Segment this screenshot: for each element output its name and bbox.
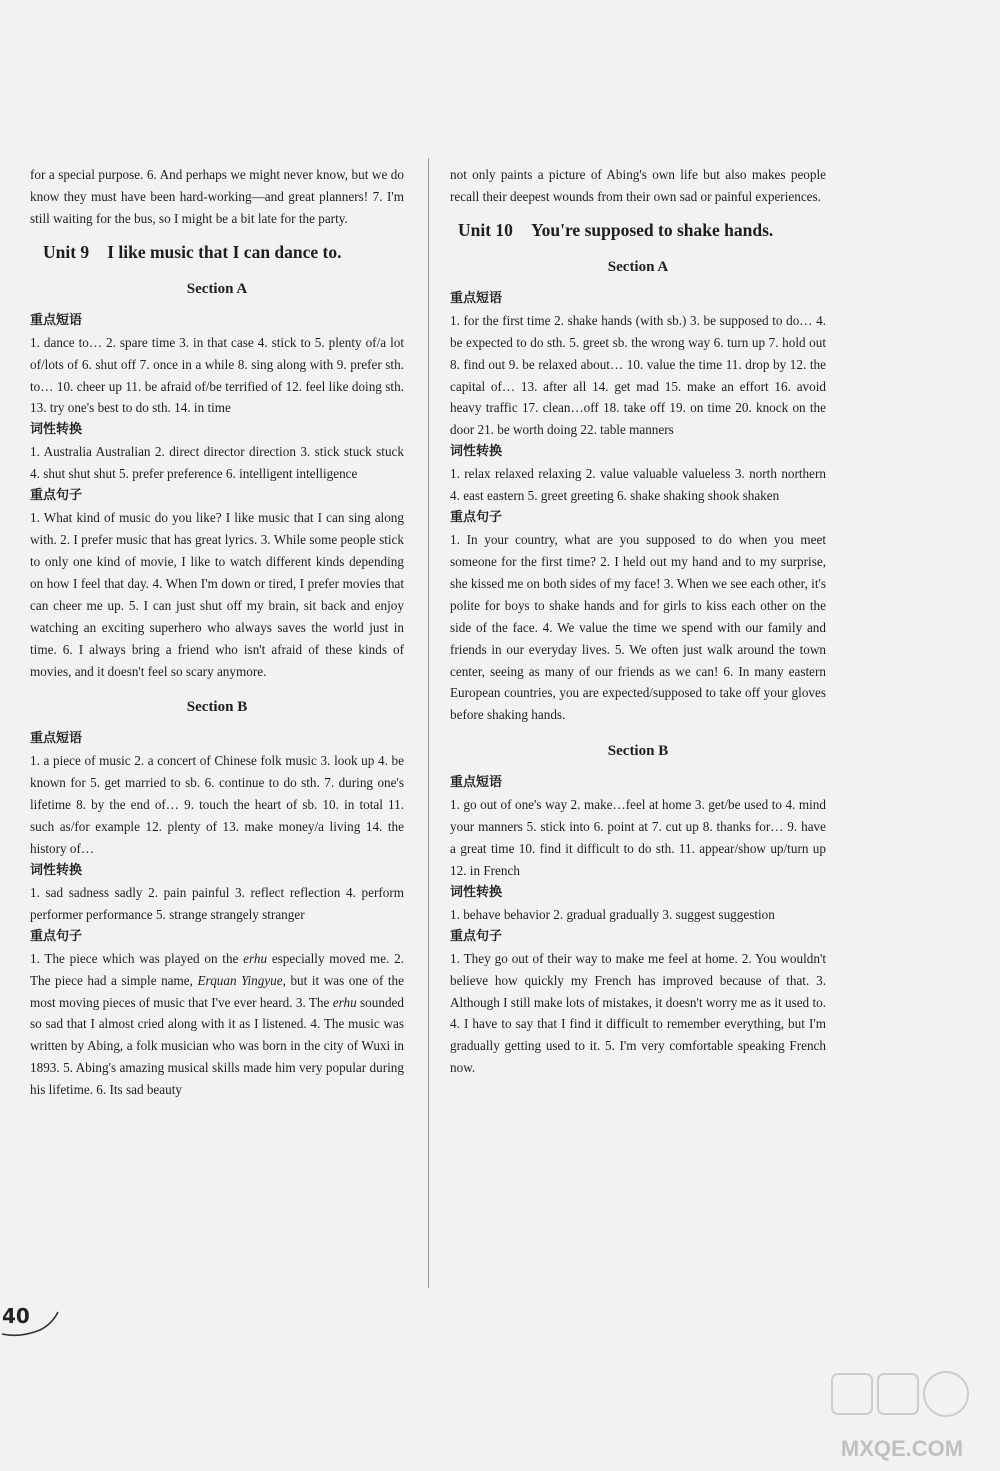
key-phrases-heading: 重点短语: [30, 731, 83, 747]
italic-term: erhu: [243, 950, 268, 966]
unit-number: Unit 10: [458, 219, 513, 240]
right-column: [450, 164, 826, 1079]
word-forms: 1. sad sadness sadly 2. pain painful 3. reflect reflection 4. perform performer performance 5. strange strangely stranger: [30, 884, 404, 922]
watermark-url: MXQE.COM: [840, 1436, 964, 1461]
unit-name: I like music that I can dance to.: [107, 241, 342, 262]
key-sentences-heading: 重点句子: [450, 928, 503, 944]
key-sentences-heading: 重点句子: [30, 928, 83, 944]
sentence-text: 1. The piece which was played on the: [30, 950, 244, 966]
italic-term: erhu: [332, 994, 357, 1010]
left-column: [30, 164, 404, 1101]
key-sentences-heading: 重点句子: [30, 488, 83, 504]
intro-continuation: for a special purpose. 6. And perhaps we might never know, but we do know they must have been hard-working—and great planners! 7. I'm still waiting for the bus, so I might be a bit late for the party.: [30, 167, 404, 226]
word-forms-heading: 词性转换: [450, 884, 503, 900]
sentence-text: especially moved me. 2. The piece had a simple name,: [30, 950, 404, 988]
word-forms: 1. relax relaxed relaxing 2. value valuable valueless 3. north northern 4. east eastern 5. greet greeting 6. shake shaking shook shaken: [450, 466, 826, 504]
key-sentences: 1. They go out of their way to make me feel at home. 2. You wouldn't believe how quickly my French has improved because of that. 3. Although I still make lots of mistakes, it doesn't worry me as it used to. 4. I have to say that I find it difficult to remember everything, but I'm gradually getting used to it. 5. I'm very comfortable speaking French now.: [450, 950, 826, 1076]
word-forms: 1. Australia Australian 2. direct director direction 3. stick stuck stuck 4. shut shut shut 5. prefer preference 6. intelligent intelligence: [30, 444, 404, 482]
key-phrases: 1. dance to… 2. spare time 3. in that case 4. stick to 5. plenty of/a lot of/lots of 6. shut off 7. once in a while 8. sing along with 9. prefer sth. to… 10. cheer up 11. be afraid of/be terrified of 12. feel like doing sth. 13. try one's best to do sth. 14. in time: [30, 334, 404, 416]
key-phrases: 1. go out of one's way 2. make…feel at home 3. get/be used to 4. mind your manners 5. stick into 6. point at 7. cut up 8. thanks for… 9. have a great time 10. find it difficult to do sth. 11. appear/show up/turn up 12. in French: [450, 797, 826, 878]
unit-10-title: [458, 218, 826, 242]
unit-number: Unit 9: [43, 241, 90, 262]
watermark-logo: [812, 1368, 992, 1468]
intro-continuation: not only paints a picture of Abing's own life but also makes people recall their deepest wounds from their own sad or painful experiences.: [450, 167, 826, 204]
key-sentences-heading: 重点句子: [450, 510, 503, 526]
section-a-title: Section A: [186, 280, 248, 297]
key-phrases-heading: 重点短语: [30, 312, 83, 328]
sentence-text: sounded so sad that I almost cried along with it as I listened. 4. The music was written by Abing, a folk musician who was born in the city of Wuxi in 1893. 5. Abing's amazing musical skills made him very popular during his lifetime. 6. Its sad beauty: [30, 994, 404, 1098]
unit-name: You're supposed to shake hands.: [530, 219, 774, 240]
word-forms: 1. behave behavior 2. gradual gradually 3. suggest suggestion: [450, 906, 775, 922]
italic-term: Erquan Yingyue: [197, 972, 283, 988]
word-forms-heading: 词性转换: [450, 444, 503, 460]
key-phrases-heading: 重点短语: [450, 290, 503, 306]
key-phrases: 1. for the first time 2. shake hands (with sb.) 3. be supposed to do… 4. be expected to do sth. 5. greet sb. the wrong way 6. turn up 7. hold out 8. find out 9. be relaxed about… 10. value the time 11. drop by 12. the capital of… 13. after all 14. get mad 15. make an effort 16. avoid heavy traffic 17. clean…off 18. take off 19. on time 20. knock on the door 21. be worth doing 22. table manners: [450, 312, 826, 438]
column-divider: [428, 158, 429, 1288]
key-phrases: 1. a piece of music 2. a concert of Chinese folk music 3. look up 4. be known for 5. get married to sb. 6. continue to do sth. 7. during one's lifetime 8. by the end of… 9. touch the heart of sb. 10. in total 11. such as/for example 12. plenty of 13. make money/a living 14. the history of…: [30, 753, 404, 857]
word-forms-heading: 词性转换: [30, 862, 83, 878]
key-sentences: [30, 948, 404, 1101]
unit-9-title: [43, 240, 404, 264]
sentence-text: , but it was one of the most moving pieces of music that I've ever heard. 3. The: [30, 972, 404, 1010]
section-b-title: Section B: [607, 743, 669, 760]
page-number: 40: [2, 1304, 30, 1328]
section-b-title: Section B: [186, 699, 248, 716]
section-a-title: Section A: [607, 258, 669, 275]
key-sentences: 1. What kind of music do you like? I like music that I can sing along with. 2. I prefer music that has great lyrics. 3. While some people stick to only one kind of movie, I like to watch different kinds depending on how I feel that day. 4. When I'm down or tired, I prefer movies that can cheer me up. 5. I can just shut off my brain, sit back and enjoy watching an exciting superhero who always saves the world just in time. 6. I always bring a friend who isn't afraid of these kinds of movies, and it doesn't feel so scary anymore.: [30, 510, 404, 679]
key-sentences: 1. In your country, what are you supposed to do when you meet someone for the first time? 2. I held out my hand and to my surprise, she kissed me on both sides of my face! 3. When we see each other, it's polite for boys to shake hands and for girls to kiss each other on the side of the face. 4. We value the time we spend with our family and friends in our everyday lives. 5. We often just walk around the town center, seeing as many of our friends as we can! 6. In many eastern European countries, you are expected/supposed to take off your gloves before shaking hands.: [450, 532, 826, 723]
key-phrases-heading: 重点短语: [450, 775, 503, 791]
word-forms-heading: 词性转换: [30, 422, 83, 438]
